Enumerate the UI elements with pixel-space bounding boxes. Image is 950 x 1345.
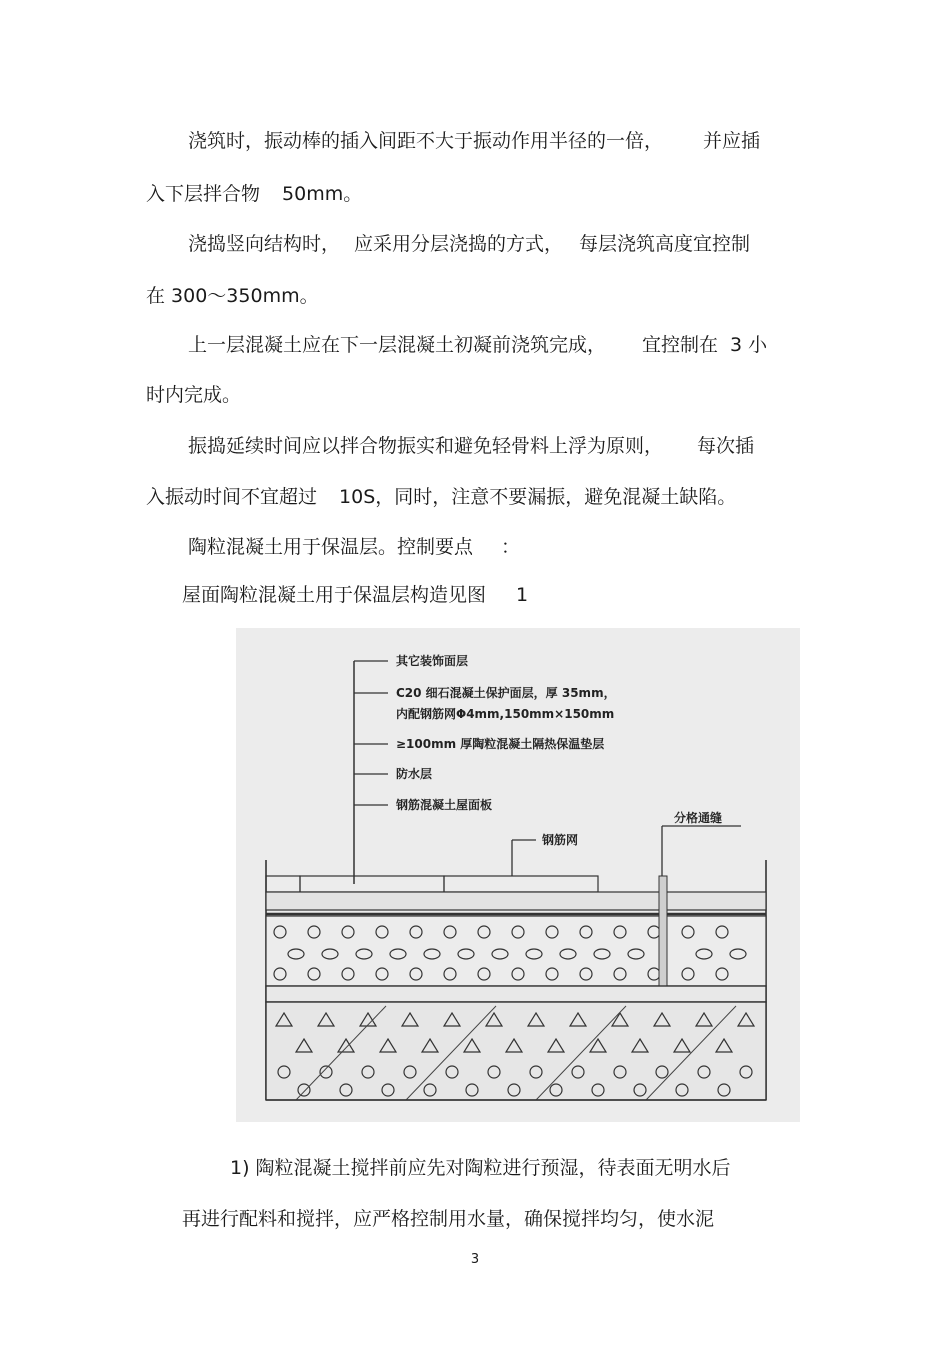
para-10: 屋面陶粒混凝土用于保温层构造见图 1: [182, 584, 529, 606]
label-decor-layer: 其它装饰面层: [396, 654, 469, 668]
label-steel-mesh: 钢筋网: [542, 833, 579, 847]
para-7: 振捣延续时间应以拌合物振实和避免轻骨料上浮为原则， 每次插: [188, 435, 755, 457]
para-6: 时内完成。: [146, 384, 242, 406]
label-steel-mesh-spec: 内配钢筋网Φ4mm,150mm×150mm: [396, 707, 615, 721]
separation-joint: [659, 876, 667, 986]
label-protective-layer: C20 细石混凝土保护面层，厚 35mm，: [396, 686, 616, 700]
para-4: 在 300～350mm。: [146, 285, 319, 307]
para-12: 再进行配料和搅拌，应严格控制用水量，确保搅拌均匀，使水泥: [182, 1208, 715, 1230]
para-1: 浇筑时，振动棒的插入间距不大于振动作用半径的一倍， 并应插: [188, 130, 761, 152]
para-9: 陶粒混凝土用于保温层。控制要点 ：: [188, 536, 521, 558]
para-2: 入下层拌合物 50mm。: [146, 183, 363, 205]
para-3: 浇捣竖向结构时， 应采用分层浇捣的方式， 每层浇筑高度宜控制: [188, 233, 751, 255]
label-roof-slab: 钢筋混凝土屋面板: [396, 798, 493, 812]
para-11: 1) 陶粒混凝土搅拌前应先对陶粒进行预湿，待表面无明水后: [230, 1157, 731, 1179]
roof-construction-figure: [236, 628, 800, 1122]
protective-layer: [266, 892, 766, 910]
para-5: 上一层混凝土应在下一层混凝土初凝前浇筑完成， 宜控制在 3 小: [188, 334, 768, 356]
label-separation-joint: 分格通缝: [674, 811, 723, 825]
page-number: 3: [470, 1252, 480, 1267]
figure-svg: [236, 628, 800, 1122]
concrete-slab: [266, 1002, 766, 1100]
para-8: 入振动时间不宜超过 10S，同时，注意不要漏振，避免混凝土缺陷。: [146, 486, 737, 508]
label-insulation-layer: ≥100mm 厚陶粒混凝土隔热保温垫层: [396, 737, 605, 751]
label-waterproof-layer: 防水层: [396, 767, 433, 781]
waterproof-layer: [266, 986, 766, 1002]
